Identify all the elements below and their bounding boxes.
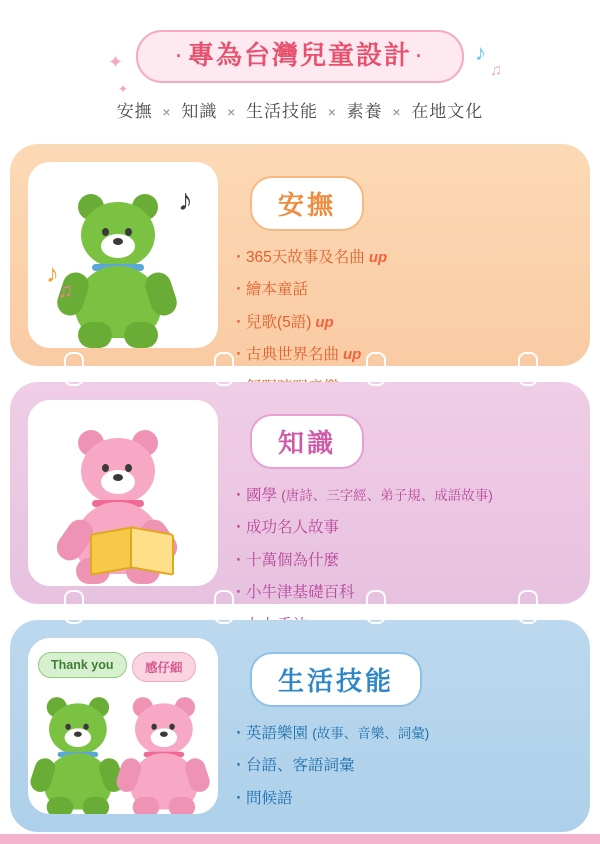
title-dot-right: · (416, 46, 424, 67)
subtitle (0, 97, 600, 122)
ring-connector (518, 352, 538, 386)
list-item-label: 古典世界名曲 (245, 346, 339, 364)
subtitle-part-2: 知識 (181, 102, 218, 122)
subtitle-part-4: 素養 (346, 102, 383, 122)
list-item-label: 365天故事及名曲 (245, 249, 365, 266)
music-note-icon: ♪ (178, 184, 193, 217)
subtitle-separator: × (392, 104, 402, 121)
ring-connector (366, 352, 386, 386)
subtitle-part-3: 生活技能 (246, 102, 318, 122)
section-chip-soothe: 安撫 (250, 176, 364, 231)
list-item-label: 國學 (245, 487, 277, 504)
bullet-marker: ‧ (236, 584, 241, 602)
bottom-accent-bar (0, 834, 600, 844)
list-item-note: (唐詩、三字經、弟子規、成語故事) (281, 488, 493, 503)
up-badge: up (368, 249, 388, 266)
up-badge: up (342, 346, 362, 364)
ring-connector (518, 590, 538, 624)
list-item-label: 繪本童話 (245, 281, 308, 299)
subtitle-separator: × (227, 104, 237, 121)
ring-connector (64, 590, 84, 624)
sparkle-icon: ✦ (118, 82, 129, 96)
list-item (236, 755, 572, 777)
bullet-marker: ‧ (236, 519, 241, 537)
illustration-green-bear-music (28, 162, 218, 348)
section-soothe (10, 144, 590, 366)
title-text: 專為台灣兒童設計 (187, 40, 412, 70)
bullet-marker: ‧ (236, 789, 241, 807)
music-note-icon: ♪ (475, 40, 486, 65)
illustration-two-bears-greeting (28, 638, 218, 814)
music-note-icon: ♫ (490, 62, 502, 79)
list-item (236, 723, 572, 745)
page-title (136, 30, 464, 83)
bullet-marker: ‧ (236, 313, 241, 331)
title-dot-left: · (175, 46, 184, 67)
bullet-marker: ‧ (236, 725, 241, 742)
ring-connector (366, 590, 386, 624)
speech-bubble-taiwanese: 感仔細 (132, 652, 196, 682)
music-note-icon: ♫ (58, 280, 73, 302)
speech-bubble-thank-you: Thank you (38, 652, 127, 678)
green-bear (42, 694, 117, 788)
list-item (236, 247, 468, 269)
list-item-label: 問候語 (245, 789, 293, 807)
ring-connector (64, 352, 84, 386)
section-chip-life-skills: 生活技能 (250, 652, 422, 707)
green-bear (72, 190, 192, 340)
list-item-label: 十萬個為什麼 (245, 551, 339, 569)
bullet-marker: ‧ (236, 487, 241, 504)
book-icon (90, 526, 174, 570)
list-item-note: (故事、音樂、詞彙) (312, 726, 430, 741)
list-item-label: 台語、客語詞彙 (245, 757, 355, 775)
list-item (236, 582, 468, 604)
subtitle-separator: × (327, 104, 337, 121)
list-item-label: 英語樂園 (245, 725, 308, 742)
pink-bear (128, 694, 203, 788)
list-item (236, 550, 436, 572)
bullet-list-life-skills (236, 723, 572, 820)
illustration-pink-bear-reading (28, 400, 218, 586)
list-item (236, 517, 468, 539)
bullet-marker: ‧ (236, 757, 241, 775)
music-note-icon: ♪ (46, 258, 59, 288)
list-item (236, 279, 436, 301)
subtitle-separator: × (162, 104, 172, 121)
ring-connector (214, 590, 234, 624)
section-life-skills-body (218, 638, 572, 820)
list-item-label: 成功名人故事 (245, 519, 339, 537)
bullet-marker: ‧ (236, 551, 241, 569)
subtitle-part-1: 安撫 (116, 102, 153, 122)
list-item (236, 312, 468, 334)
section-knowledge (10, 382, 590, 604)
sparkle-icon: ✦ (108, 52, 124, 72)
bullet-marker: ‧ (236, 249, 241, 266)
list-item-label: 兒歌(5語) (245, 313, 312, 331)
page-header (0, 0, 600, 122)
bullet-marker: ‧ (236, 346, 241, 364)
bullet-marker: ‧ (236, 281, 241, 299)
list-item-label: 小牛津基礎百科 (245, 584, 355, 602)
up-badge: up (315, 313, 334, 331)
list-item (236, 344, 436, 366)
section-chip-knowledge: 知識 (250, 414, 364, 469)
list-item (236, 788, 572, 810)
subtitle-part-5: 在地文化 (411, 102, 484, 122)
ring-connector (214, 352, 234, 386)
section-life-skills (10, 620, 590, 832)
list-item (236, 485, 572, 507)
